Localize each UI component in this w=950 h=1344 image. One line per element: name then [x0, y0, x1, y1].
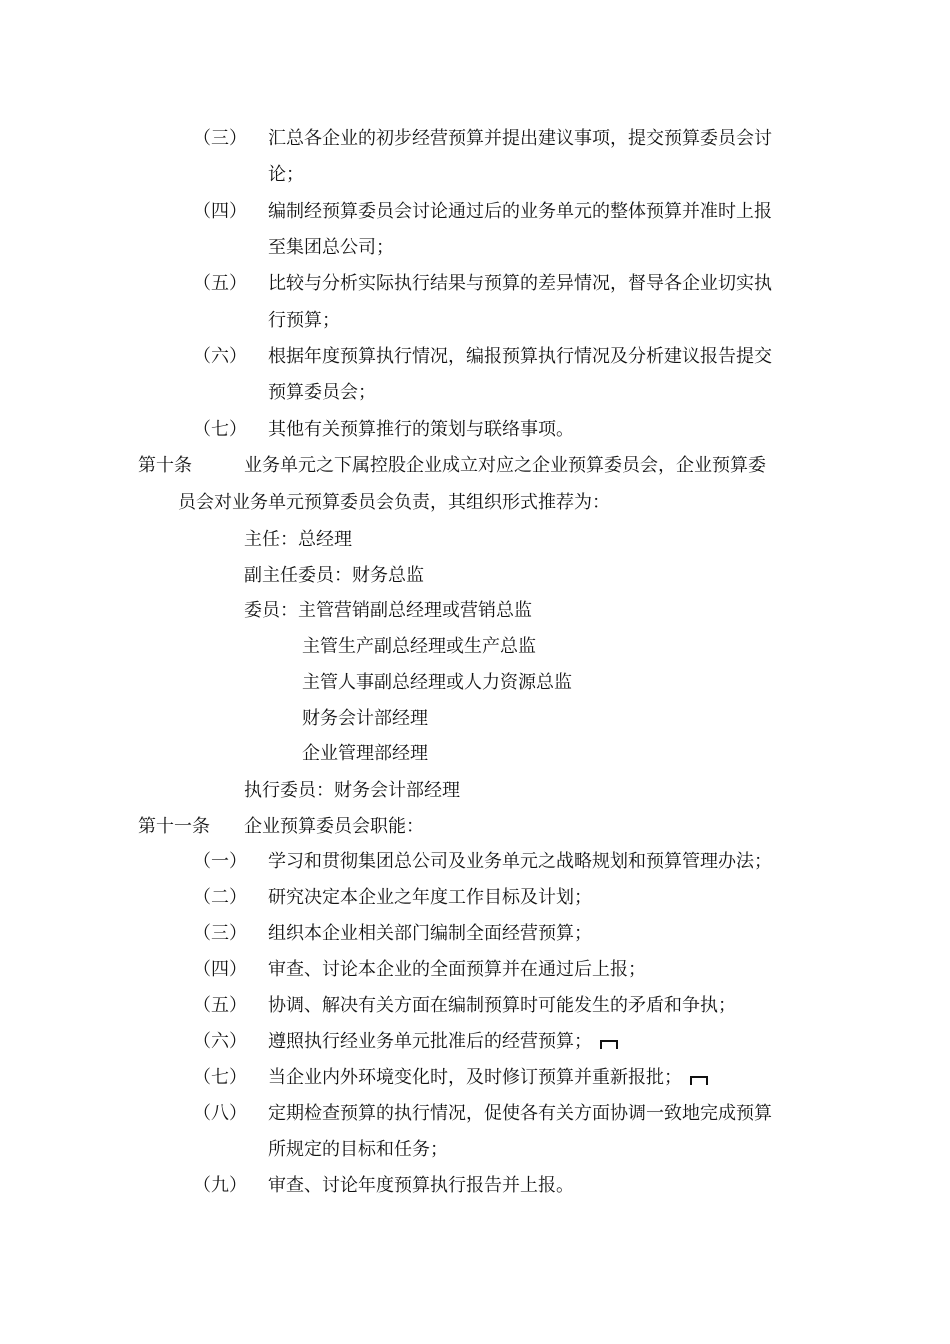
text-line: 比较与分析实际执行结果与预算的差异情况，督导各企业切实执 [268, 273, 772, 294]
text-line: 根据年度预算执行情况，编报预算执行情况及分析建议报告提交 [268, 346, 772, 367]
text-line: 其他有关预算推行的策划与联络事项。 [268, 419, 574, 440]
text-line-content: 遵照执行经业务单元批准后的经营预算； [268, 1031, 592, 1052]
text-line: 主管生产副总经理或生产总监 [302, 636, 536, 657]
text-line: 预算委员会； [268, 382, 376, 403]
text-line-content: 当企业内外环境变化时，及时修订预算并重新报批； [268, 1067, 682, 1088]
text-line: 行预算； [268, 310, 340, 331]
text-line: 定期检查预算的执行情况，促使各有关方面协调一致地完成预算 [268, 1103, 772, 1124]
bracket-mark-icon [600, 1040, 618, 1049]
list-label: （四） [193, 201, 247, 222]
list-label: （六） [193, 1031, 247, 1052]
text-line: 财务会计部经理 [302, 708, 428, 729]
text-line: 主管人事副总经理或人力资源总监 [302, 672, 572, 693]
text-line: 审查、讨论年度预算执行报告并上报。 [268, 1175, 574, 1196]
text-line: 论； [268, 164, 304, 185]
text-line: 学习和贯彻集团总公司及业务单元之战略规划和预算管理办法； [268, 851, 772, 872]
text-line: 委员：主管营销副总经理或营销总监 [244, 600, 532, 621]
text-line: 执行委员：财务会计部经理 [244, 780, 460, 801]
article-label: 第十条 [138, 455, 192, 476]
list-label: （二） [193, 887, 247, 908]
list-label: （七） [193, 419, 247, 440]
list-label: （五） [193, 995, 247, 1016]
text-line: 审查、讨论本企业的全面预算并在通过后上报； [268, 959, 646, 980]
list-label: （六） [193, 346, 247, 367]
text-line: 协调、解决有关方面在编制预算时可能发生的矛盾和争执； [268, 995, 736, 1016]
list-label: （一） [193, 851, 247, 872]
text-line: 业务单元之下属控股企业成立对应之企业预算委员会，企业预算委 [244, 455, 766, 476]
list-label: （三） [193, 923, 247, 944]
text-line: 主任：总经理 [244, 529, 352, 550]
text-line: 编制经预算委员会讨论通过后的业务单元的整体预算并准时上报 [268, 201, 772, 222]
text-line: 至集团总公司； [268, 237, 394, 258]
text-line: 所规定的目标和任务； [268, 1139, 448, 1160]
list-label: （三） [193, 128, 247, 149]
text-line [268, 1066, 708, 1090]
list-label: （四） [193, 959, 247, 980]
text-line: 汇总各企业的初步经营预算并提出建议事项，提交预算委员会讨 [268, 128, 772, 149]
list-label: （七） [193, 1067, 247, 1088]
bracket-mark-icon [690, 1076, 708, 1085]
text-line [268, 1030, 618, 1054]
list-label: （五） [193, 273, 247, 294]
list-label: （八） [193, 1103, 247, 1124]
text-line: 企业管理部经理 [302, 743, 428, 764]
list-label: （九） [193, 1175, 247, 1196]
text-line: 企业预算委员会职能： [244, 816, 424, 837]
text-line: 员会对业务单元预算委员会负责，其组织形式推荐为： [178, 492, 610, 513]
article-label: 第十一条 [138, 816, 210, 837]
text-line: 副主任委员：财务总监 [244, 565, 424, 586]
text-line: 组织本企业相关部门编制全面经营预算； [268, 923, 592, 944]
text-line: 研究决定本企业之年度工作目标及计划； [268, 887, 592, 908]
